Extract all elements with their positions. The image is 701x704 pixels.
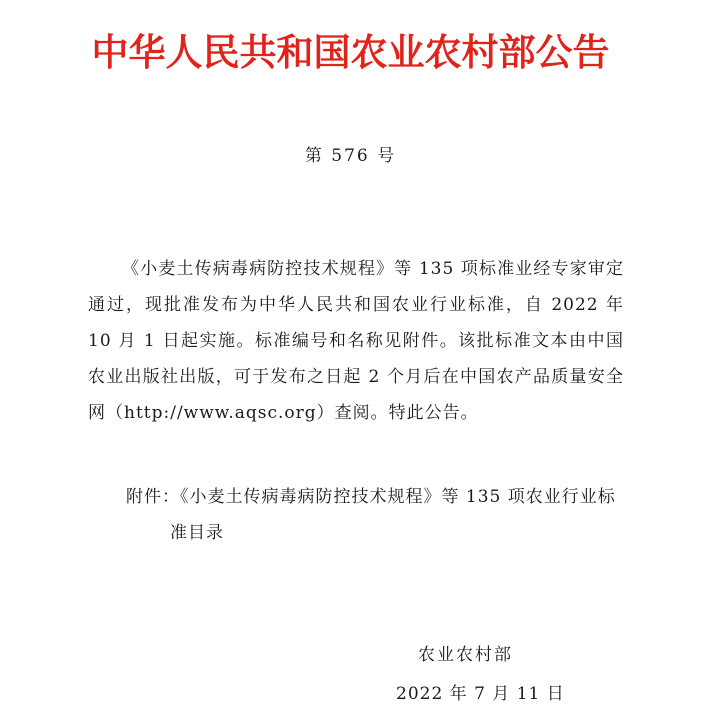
issuer-signature: 农业农村部 (418, 645, 513, 665)
issue-date: 2022 年 7 月 11 日 (396, 684, 565, 704)
attachment-label: 附件： (126, 487, 180, 507)
announcement-body: 《小麦土传病毒病防控技术规程》等 135 项标准业经专家审定通过，现批准发布为中华人民共和国农业行业标准，自 2022 年 10 月 1 日起实施。标准编号和名称见附件。该批标准文本由中国农业出版社出版，可于发布之日起 2 个月后在中国农产品质量安全网（http://www.aqsc.org）查阅。特此公告。 (88, 259, 624, 423)
attachment-line (126, 479, 624, 551)
document-number: 第 576 号 (304, 146, 397, 166)
attachment-block (126, 479, 624, 551)
document-title: 中华人民共和国农业农村部公告 (91, 30, 610, 74)
attachment-text: 《小麦土传病毒病防控技术规程》等 135 项农业行业标准目录 (170, 487, 616, 543)
